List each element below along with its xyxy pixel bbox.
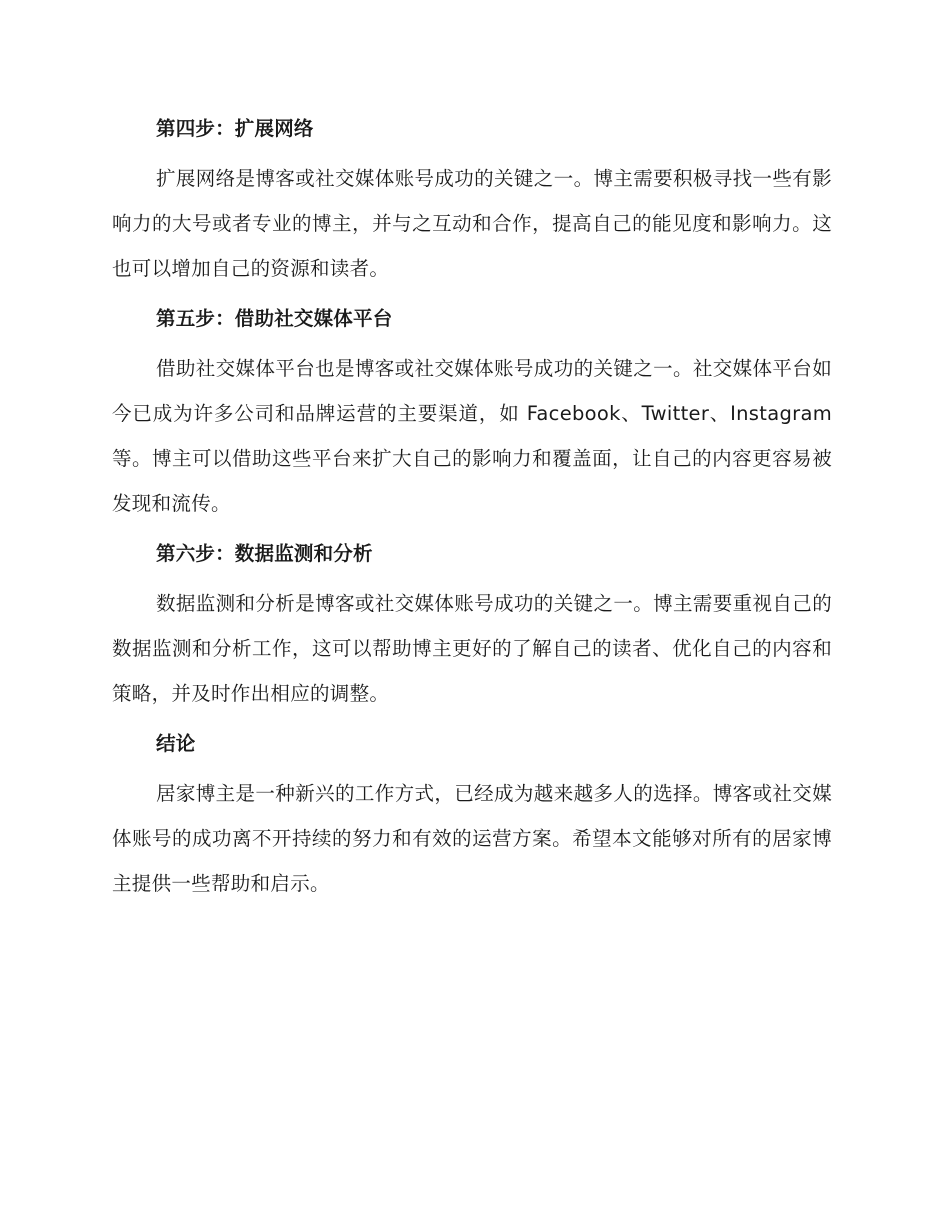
section-heading: 第四步：扩展网络 [156,117,314,140]
section-paragraph: 数据监测和分析是博客或社交媒体账号成功的关键之一。博主需要重视自己的数据监测和分析工作，这可以帮助博主更好的了解自己的读者、优化自己的内容和策略，并及时作出相应的调整。 [112,592,832,705]
section-paragraph: 居家博主是一种新兴的工作方式，已经成为越来越多人的选择。博客或社交媒体账号的成功离不开持续的努力和有效的运营方案。希望本文能够对所有的居家博主提供一些帮助和启示。 [112,782,832,895]
section-heading: 第六步：数据监测和分析 [156,542,373,565]
section-heading: 结论 [156,732,196,755]
section-expand-network [112,106,832,291]
section-paragraph: 借助社交媒体平台也是博客或社交媒体账号成功的关键之一。社交媒体平台如今已成为许多公司和品牌运营的主要渠道，如 Facebook、Twitter、Instagram 等。博主可以借助这些平台来扩大自己的影响力和覆盖面，让自己的内容更容易被发现和流传。 [112,357,832,515]
section-social-media-platforms [112,296,832,526]
section-data-analysis [112,531,832,716]
section-heading: 第五步：借助社交媒体平台 [156,307,393,330]
section-paragraph: 扩展网络是博客或社交媒体账号成功的关键之一。博主需要积极寻找一些有影响力的大号或者专业的博主，并与之互动和合作，提高自己的能见度和影响力。这也可以增加自己的资源和读者。 [112,167,832,280]
section-conclusion [112,721,832,906]
document-body [112,106,832,911]
